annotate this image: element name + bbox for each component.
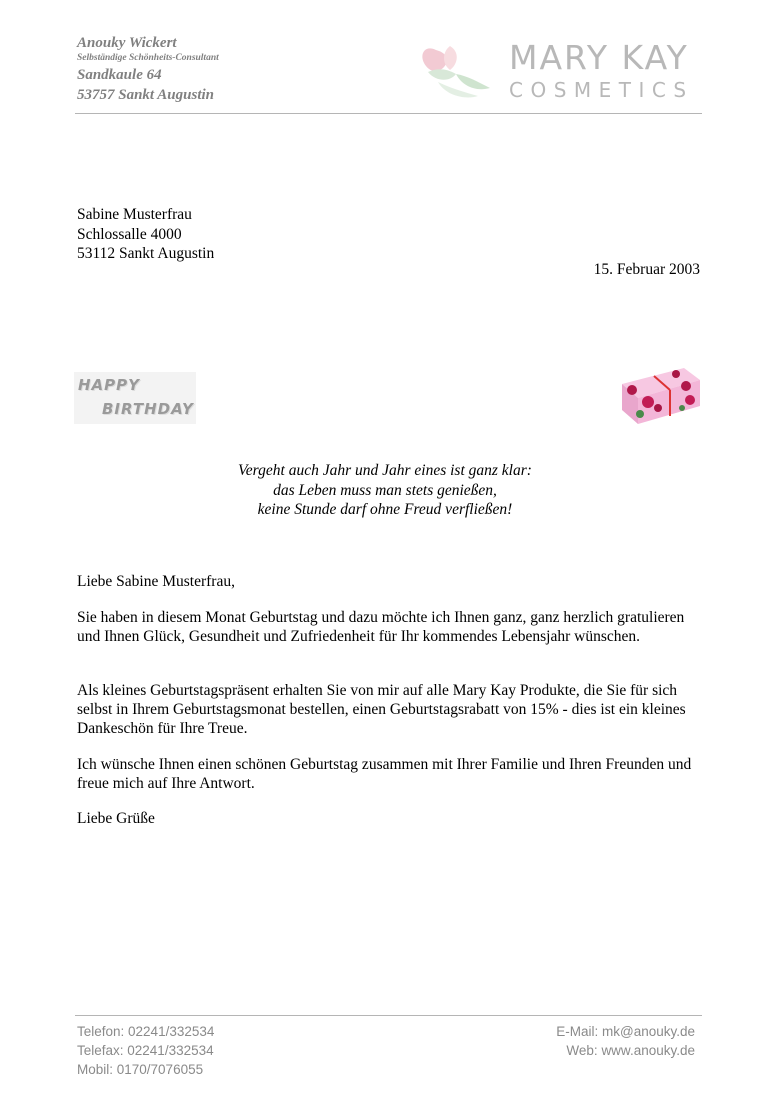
gift-box-icon (614, 362, 704, 428)
footer-email-link[interactable]: E-Mail: mk@anouky.de (556, 1024, 695, 1039)
happy-birthday-line1: HAPPY (78, 376, 141, 394)
footer-contact-phone (77, 1022, 214, 1079)
recipient-city: 53112 Sankt Augustin (77, 245, 215, 262)
footer-telefon: Telefon: 02241/332534 (77, 1024, 215, 1039)
poem-line: keine Stunde darf ohne Freud verfließen! (257, 501, 513, 518)
closing: Liebe Grüße (77, 810, 155, 827)
birthday-poem (0, 461, 770, 520)
paragraph-2: Als kleines Geburtstagspräsent erhalten Sie von mir auf alle Mary Kay Produkte, die Sie für sich selbst in Ihrem Geburtstagsmonat bestellen, einen Geburtstagsrabatt von 15% - dies ist ein kleines Dankeschön für Ihre Treue. (77, 682, 686, 737)
sender-name: Anouky Wickert (77, 35, 177, 51)
sender-block (77, 34, 219, 105)
paragraph-3: Ich wünsche Ihnen einen schönen Geburtstag zusammen mit Ihrer Familie und Ihren Freunden und freue mich auf Ihre Antwort. (77, 756, 692, 792)
sender-city: 53757 Sankt Augustin (77, 87, 214, 103)
salutation: Liebe Sabine Musterfrau, (77, 573, 235, 590)
recipient-address (77, 205, 214, 264)
paragraph-1: Sie haben in diesem Monat Geburtstag und dazu möchte ich Ihnen ganz, ganz herzlich gratulieren und Ihnen Glück, Gesundheit und Zufriedenheit für Ihr kommendes Lebensjahr wünschen. (77, 609, 685, 645)
poem-line: Vergeht auch Jahr und Jahr eines ist ganz klar: (238, 462, 532, 479)
footer-web-link[interactable]: Web: www.anouky.de (566, 1043, 695, 1058)
sender-street: Sandkaule 64 (77, 67, 162, 83)
happy-birthday-image (74, 372, 196, 424)
recipient-street: Schlossalle 4000 (77, 225, 182, 243)
footer-contact-online (556, 1022, 695, 1060)
footer-telefax: Telefax: 02241/332534 (77, 1043, 214, 1058)
sender-title: Selbständige Schönheits-Consultant (77, 53, 219, 63)
mary-kay-logo (412, 40, 702, 106)
footer-mobil: Mobil: 0170/7076055 (77, 1062, 204, 1077)
logo-brand-line2: COSMETICS (509, 78, 694, 102)
letter-date: 15. Februar 2003 (593, 261, 700, 278)
footer-divider (75, 1015, 702, 1016)
header-divider (75, 113, 702, 114)
happy-birthday-line2: BIRTHDAY (102, 400, 194, 418)
logo-brand-line1: MARY KAY (509, 38, 689, 77)
flower-logo-icon (416, 42, 498, 102)
poem-line: das Leben muss man stets genießen, (273, 481, 497, 499)
recipient-name: Sabine Musterfrau (77, 206, 192, 223)
